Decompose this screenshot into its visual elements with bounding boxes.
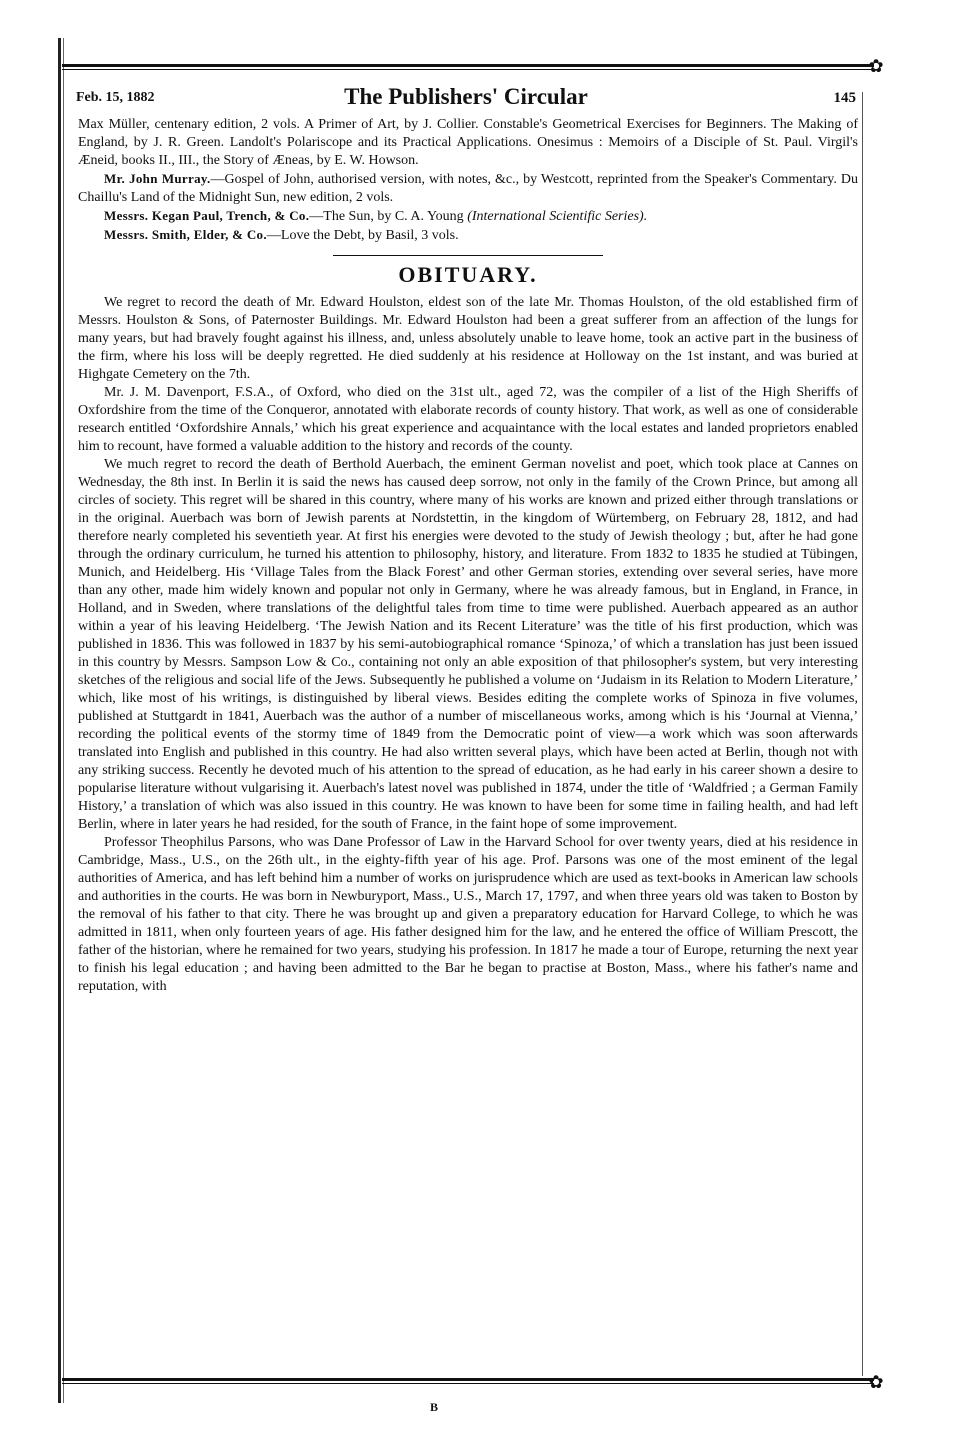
announcement-item: Messrs. Smith, Elder, & Co.—Love the Debt, by Basil, 3 vols. xyxy=(104,227,459,243)
publication-title: The Publishers' Circular xyxy=(344,84,588,109)
page-binding-edge xyxy=(58,38,61,1403)
section-heading: OBITUARY. xyxy=(398,262,538,287)
publisher-label: Mr. John Murray. xyxy=(104,171,211,186)
obituary-paragraph: We regret to record the death of Mr. Edward Houlston, eldest son of the late Mr. Thomas Houlston, of the old established firm of Messrs. Houlston & Sons, of Paternoster Buildings. Mr. Edward Houlston had been a great sufferer from an affection of the lungs for many years, but had bravely fought against his illness, and, unless absolutely unable to leave home, took an active part in the business of the firm, where his loss will be deeply regretted. He died suddenly at his residence at Holloway on the 1st instant, and was buried at Highgate Cemetery on the 7th. xyxy=(78,295,858,382)
publisher-label: Messrs. Kegan Paul, Trench, & Co. xyxy=(104,208,310,223)
page-header xyxy=(76,84,856,114)
ornament-bottom-icon: ✿ xyxy=(868,1372,884,1392)
top-rule-thin xyxy=(62,69,874,70)
issue-date: Feb. 15, 1882 xyxy=(76,90,155,105)
page-number: 145 xyxy=(833,90,856,106)
top-rule xyxy=(62,64,874,67)
announcement-item: Mr. John Murray.—Gospel of John, authorised version, with notes, &c., by Westcott, reprinted from the Speaker's Commentary. Du Chaillu's Land of the Midnight Sun, new edition, 2 vols. xyxy=(78,171,858,205)
bottom-rule-thin xyxy=(62,1383,874,1384)
obituary-paragraph: Mr. J. M. Davenport, F.S.A., of Oxford, who died on the 31st ult., aged 72, was the compiler of a list of the High Sheriffs of Oxfordshire from the time of the Conqueror, annotated with elaborate records of county history. That work, as well as one of considerable research entitled ‘Oxfordshire Annals,’ which his great experience and acquaintance with the local estates and landed proprietors enabled him to recount, have formed a valuable addition to the history and records of the county. xyxy=(78,385,858,454)
section-divider xyxy=(333,255,603,256)
printer-signature: B xyxy=(430,1400,439,1414)
page-content xyxy=(78,116,858,996)
publisher-label: Messrs. Smith, Elder, & Co. xyxy=(104,227,267,242)
page-binding-edge-inner xyxy=(63,38,64,1403)
announcement-item: Messrs. Kegan Paul, Trench, & Co.—The Sun, by C. A. Young (International Scientific Series). xyxy=(104,208,648,224)
right-margin-rule xyxy=(862,92,863,1376)
ornament-top-icon: ✿ xyxy=(868,56,884,76)
bottom-rule xyxy=(62,1378,874,1381)
announcement-item: Max Müller, centenary edition, 2 vols. A Primer of Art, by J. Collier. Constable's Geometrical Exercises for Beginners. The Making of England, by J. R. Green. Landolt's Polariscope and its Practical Applications. Onesimus : Memoirs of a Disciple of St. Paul. Virgil's Æneid, books II., III., the Story of Æneas, by E. W. Howson. xyxy=(78,117,858,168)
obituary-paragraph: Professor Theophilus Parsons, who was Dane Professor of Law in the Harvard School for over twenty years, died at his residence in Cambridge, Mass., U.S., on the 26th ult., in the eighty-fifth year of his age. Prof. Parsons was one of the most eminent of the legal authorities of America, and has left behind him a number of works on jurisprudence which are used as text-books in American law schools and authorities in the courts. He was born in Newburyport, Mass., U.S., March 17, 1797, and when three years old was taken to Boston by the removal of his father to that city. There he was brought up and given a preparatory education for Harvard College, to which he was admitted in 1811, when only fourteen years of age. His father designed him for the law, and he entered the office of William Prescott, the father of the historian, where he remained for two years, studying his profession. In 1817 he made a tour of Europe, returning the next year to finish his legal education ; and having been admitted to the Bar he began to practise at Boston, Mass., where his father's name and reputation, with xyxy=(78,835,858,994)
obituary-paragraph: We much regret to record the death of Berthold Auerbach, the eminent German novelist and poet, which took place at Cannes on Wednesday, the 8th inst. In Berlin it is said the news has caused deep sorrow, not only in the family of the Crown Prince, but among all circles of society. This regret will be shared in this country, where many of his works are known and prized either through translations or in the original. Auerbach was born of Jewish parents at Nordstettin, in the kingdom of Würtemberg, on February 28, 1812, and had therefore nearly completed his seventieth year. At first his energies were devoted to the study of Jewish theology ; but, after he had gone through the ordinary curriculum, he turned his attention to philosophy, history, and literature. From 1832 to 1835 he studied at Tübingen, Munich, and Heidelberg. His ‘Village Tales from the Black Forest’ and other German stories, extending over several series, have more than any other, made him widely known and popular not only in Germany, where he was already famous, but in England, in France, in Holland, and in Sweden, where translations of the delightful tales from time to time were published. Auerbach appeared as an author within a year of his leaving Heidelberg. ‘The Jewish Nation and its Recent Literature’ was the title of his first production, which was published in 1836. This was followed in 1837 by his semi-autobiographical romance ‘Spinoza,’ of which a translation has just been issued in this country by Messrs. Sampson Low & Co., containing not only an able exposition of that philosopher's system, but very interesting sketches of the religious and social life of the Jews. Subsequently he published a volume on ‘Judaism in its Relation to Modern Literature,’ which, like most of his writings, is distinguished by liberal views. Besides editing the complete works of Spinoza in five volumes, published at Stuttgardt in 1841, Auerbach was the author of a number of miscellaneous works, among which is his ‘Journal at Vienna,’ recording the political events of the stormy time of 1849 from the Democratic point of view—a work which was soon afterwards translated into English and published in this country. He had also written several plays, which have been acted at Berlin, though not with any striking success. Recently he devoted much of his attention to the spread of education, as he had early in his career shown a desire to popularise literature without vulgarising it. Auerbach's latest novel was published in 1874, under the title of ‘Waldfried ; a German Family History,’ a translation of which was also issued in this country. He was known to have been for some time in failing health, and had left Berlin, where in later years he had resided, for the south of France, in the faint hope of some improvement. xyxy=(78,457,858,832)
